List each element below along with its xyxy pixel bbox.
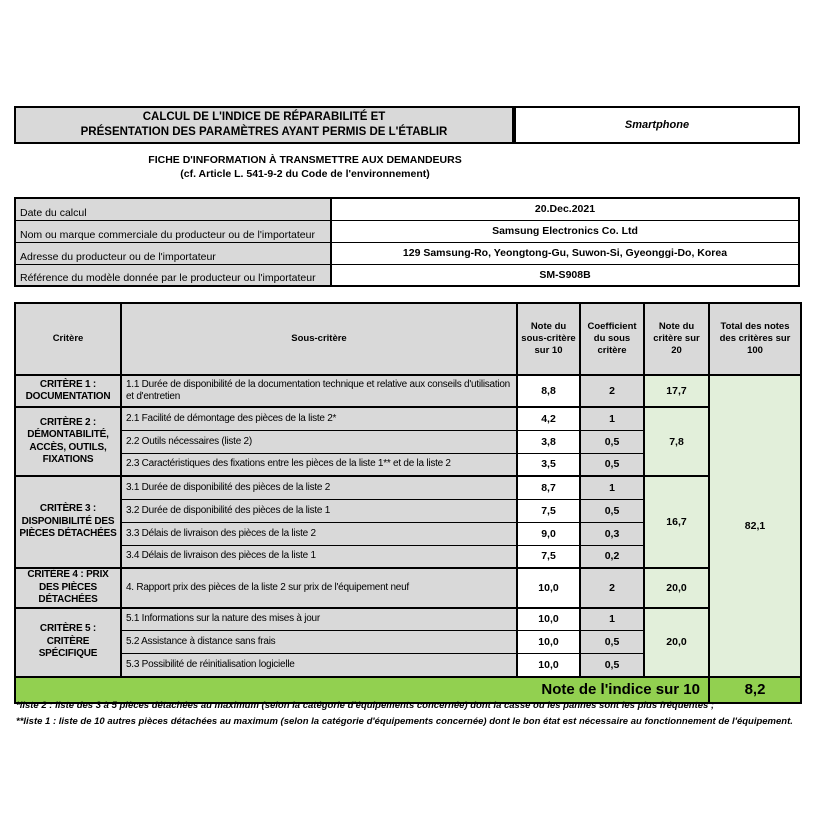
table-row	[15, 476, 801, 499]
criterion-score-value: 7,8	[644, 407, 709, 476]
footnote-liste1: **liste 1 : liste de 10 autres pièces détachées au maximum (selon la catégorie d'équipements concernée) dont le bon état est nécessaire au fonctionnement de l'équipement.	[16, 716, 793, 727]
sub-score-value: 3,8	[517, 430, 580, 453]
document-title	[14, 106, 514, 144]
coefficient-value: 1	[580, 476, 644, 499]
sub-score-value: 8,8	[517, 375, 580, 407]
sub-score-value: 7,5	[517, 545, 580, 568]
info-label-producer: Nom ou marque commerciale du producteur ou de l'importateur	[15, 220, 331, 242]
final-score-label: Note de l'indice sur 10	[15, 677, 709, 703]
criterion-group-label: CRITÈRE 3 : DISPONIBILITÉ DES PIÈCES DÉTACHÉES	[15, 476, 121, 568]
table-row	[15, 407, 801, 430]
criterion-group-label: CRITÈRE 1 : DOCUMENTATION	[15, 375, 121, 407]
product-info-table	[14, 197, 800, 287]
sub-criterion-label: 5.1 Informations sur la nature des mises à jour	[121, 608, 517, 631]
coefficient-value: 0,5	[580, 631, 644, 654]
sub-score-value: 10,0	[517, 654, 580, 677]
sub-score-value: 10,0	[517, 631, 580, 654]
sub-criterion-label: 5.3 Possibilité de réinitialisation logicielle	[121, 654, 517, 677]
header-critere: Critère	[15, 303, 121, 375]
document-title-line1: CALCUL DE L'INDICE DE RÉPARABILITÉ ET	[142, 111, 386, 123]
product-type-label: Smartphone	[624, 119, 690, 131]
info-label-address: Adresse du producteur ou de l'importateur	[15, 242, 331, 264]
sub-criterion-label: 5.2 Assistance à distance sans frais	[121, 631, 517, 654]
coefficient-value: 0,5	[580, 430, 644, 453]
info-row-date	[15, 198, 799, 220]
coefficient-value: 0,2	[580, 545, 644, 568]
sub-score-value: 8,7	[517, 476, 580, 499]
subtitle-line2: (cf. Article L. 541-9-2 du Code de l'environnement)	[180, 168, 430, 180]
subtitle-line1: FICHE D'INFORMATION À TRANSMETTRE AUX DEMANDEURS	[148, 154, 462, 166]
criteria-table	[14, 302, 802, 704]
coefficient-value: 0,3	[580, 522, 644, 545]
sub-criterion-label: 3.1 Durée de disponibilité des pièces de la liste 2	[121, 476, 517, 499]
info-row-model	[15, 264, 799, 286]
header-coefficient: Coefficient du sous critère	[580, 303, 644, 375]
criterion-score-value: 16,7	[644, 476, 709, 568]
info-value-producer: Samsung Electronics Co. Ltd	[331, 220, 799, 242]
sub-criterion-label: 4. Rapport prix des pièces de la liste 2 sur prix de l'équipement neuf	[121, 568, 517, 608]
product-type-box	[514, 106, 800, 144]
info-row-address	[15, 242, 799, 264]
info-value-date: 20.Dec.2021	[331, 198, 799, 220]
criterion-score-value: 17,7	[644, 375, 709, 407]
sub-criterion-label: 2.1 Facilité de démontage des pièces de la liste 2*	[121, 407, 517, 430]
info-label-date: Date du calcul	[15, 198, 331, 220]
sub-criterion-label: 2.2 Outils nécessaires (liste 2)	[121, 430, 517, 453]
final-score-value: 8,2	[709, 677, 801, 703]
document-subtitle	[14, 153, 596, 181]
sub-criterion-label: 3.4 Délais de livraison des pièces de la liste 1	[121, 545, 517, 568]
header-note-critere: Note du critère sur 20	[644, 303, 709, 375]
document-title-line2: PRÉSENTATION DES PARAMÈTRES AYANT PERMIS DE L'ÉTABLIR	[80, 126, 448, 138]
criterion-score-value: 20,0	[644, 568, 709, 608]
footnote-liste2: *liste 2 : liste des 3 à 5 pièces détachées au maximum (selon la catégorie d'équipements concernée) dont la casse ou les pannes sont les plus fréquentes ;	[16, 700, 715, 711]
coefficient-value: 1	[580, 407, 644, 430]
info-value-address: 129 Samsung-Ro, Yeongtong-Gu, Suwon-Si, Gyeonggi-Do, Korea	[331, 242, 799, 264]
coefficient-value: 2	[580, 375, 644, 407]
footnotes	[16, 698, 800, 730]
table-row	[15, 568, 801, 608]
info-label-model: Référence du modèle donnée par le producteur ou l'importateur	[15, 264, 331, 286]
header-note-sous-critere: Note du sous-critère sur 10	[517, 303, 580, 375]
sub-score-value: 9,0	[517, 522, 580, 545]
coefficient-value: 2	[580, 568, 644, 608]
criteria-table-header-row	[15, 303, 801, 375]
criterion-group-label: CRITÈRE 2 : DÉMONTABILITÉ, ACCÈS, OUTILS, FIXATIONS	[15, 407, 121, 476]
criterion-score-value: 20,0	[644, 608, 709, 677]
table-row	[15, 375, 801, 407]
sub-criterion-label: 3.2 Durée de disponibilité des pièces de la liste 1	[121, 499, 517, 522]
criterion-group-label: CRITÈRE 4 : PRIX DES PIÈCES DÉTACHÉES	[15, 568, 121, 608]
info-row-producer	[15, 220, 799, 242]
sub-score-value: 10,0	[517, 568, 580, 608]
info-value-model: SM-S908B	[331, 264, 799, 286]
criterion-group-label: CRITÈRE 5 : CRITÈRE SPÉCIFIQUE	[15, 608, 121, 677]
total-score-value: 82,1	[709, 375, 801, 677]
coefficient-value: 0,5	[580, 499, 644, 522]
sub-score-value: 3,5	[517, 453, 580, 476]
sub-score-value: 7,5	[517, 499, 580, 522]
table-row	[15, 608, 801, 631]
coefficient-value: 0,5	[580, 453, 644, 476]
sub-criterion-label: 3.3 Délais de livraison des pièces de la liste 2	[121, 522, 517, 545]
sub-criterion-label: 1.1 Durée de disponibilité de la documentation technique et relative aux conseils d'utilisation et d'entretien	[121, 375, 517, 407]
coefficient-value: 0,5	[580, 654, 644, 677]
sub-score-value: 10,0	[517, 608, 580, 631]
sub-criterion-label: 2.3 Caractéristiques des fixations entre les pièces de la liste 1** et de la liste 2	[121, 453, 517, 476]
coefficient-value: 1	[580, 608, 644, 631]
header-sous-critere: Sous-critère	[121, 303, 517, 375]
header-total-criteres: Total des notes des critères sur 100	[709, 303, 801, 375]
sub-score-value: 4,2	[517, 407, 580, 430]
